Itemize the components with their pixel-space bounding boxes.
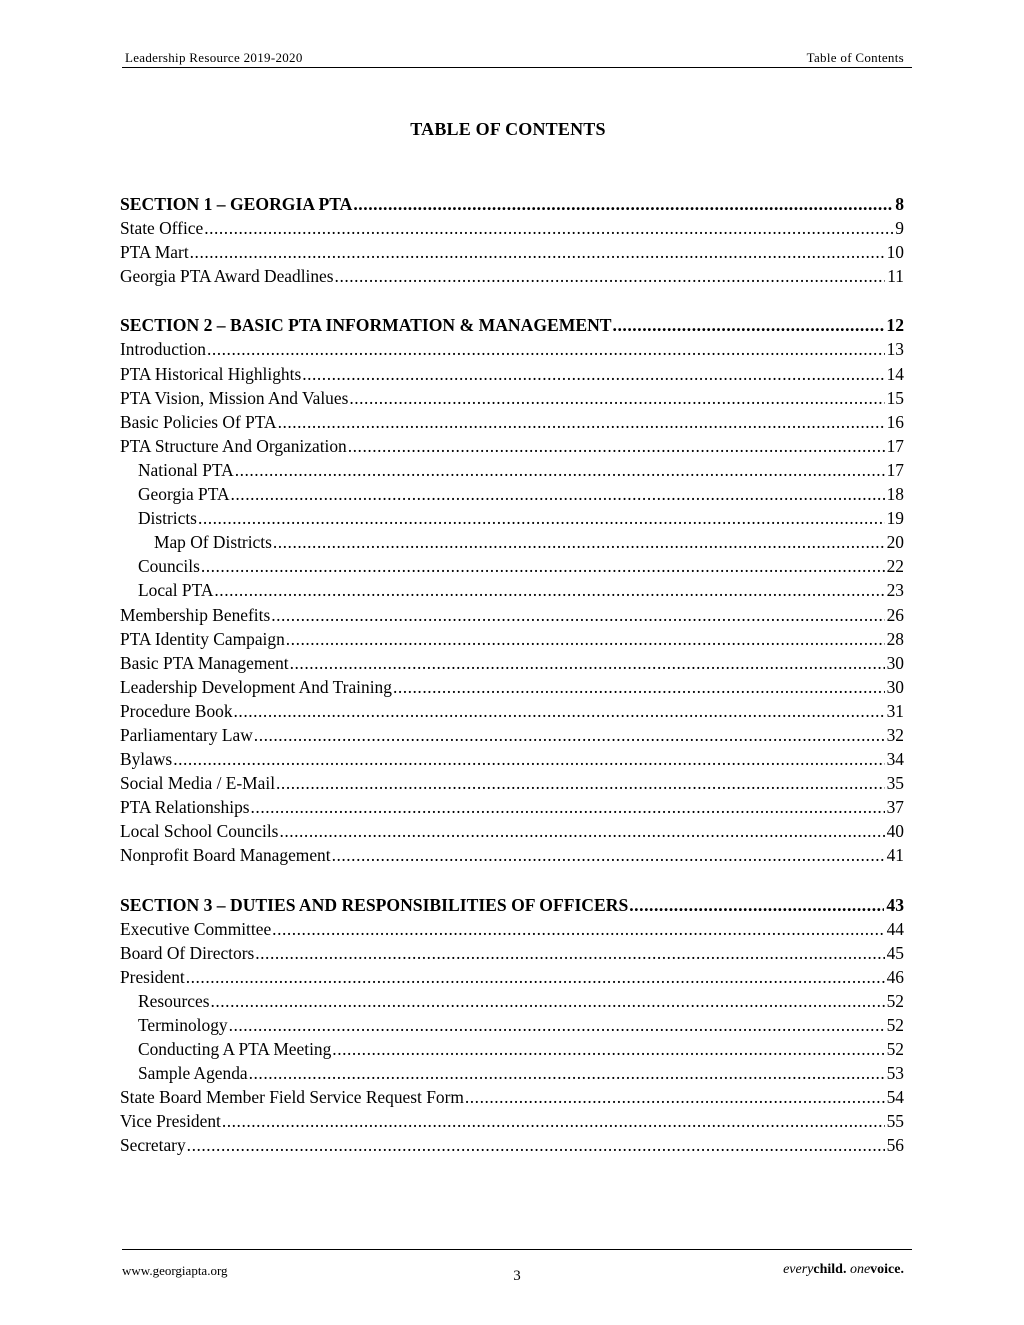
toc-dot-leader <box>353 192 893 216</box>
page-footer <box>122 1249 912 1290</box>
toc-entry <box>120 1013 904 1037</box>
toc-dot-leader <box>349 386 884 410</box>
toc-dot-leader <box>235 458 885 482</box>
toc-entry <box>120 1109 904 1133</box>
toc-entry <box>120 651 904 675</box>
toc-dot-leader <box>234 699 885 723</box>
footer-page-number: 3 <box>513 1268 521 1284</box>
toc-entry <box>120 240 904 264</box>
toc-entry-title: Georgia PTA Award Deadlines <box>120 266 334 287</box>
toc-page-number: 55 <box>886 1111 904 1132</box>
toc-dot-leader <box>222 1109 885 1133</box>
toc-dot-leader <box>278 410 885 434</box>
toc-dot-leader <box>229 1013 885 1037</box>
toc-entry-title: SECTION 1 – GEORGIA PTA <box>120 194 353 214</box>
toc-page-number: 9 <box>895 218 904 239</box>
toc-page-number: 17 <box>886 459 904 480</box>
toc-page-number: 26 <box>886 604 904 625</box>
toc-entry <box>120 917 904 941</box>
toc-entry-title: Membership Benefits <box>120 604 271 625</box>
toc-entry <box>120 1133 904 1157</box>
footer-tagline <box>783 1262 904 1278</box>
tagline-voice: voice. <box>870 1262 904 1277</box>
toc-page-number: 28 <box>886 628 904 649</box>
toc-entry-title: Districts <box>138 508 197 529</box>
toc-entry-title: President <box>120 966 185 987</box>
toc-entry <box>120 362 904 386</box>
toc-page-number: 16 <box>886 411 904 432</box>
toc-entry-title: PTA Mart <box>120 242 189 263</box>
toc-page-number: 30 <box>886 652 904 673</box>
toc-entry-title: Local PTA <box>138 580 214 601</box>
toc-page-number: 11 <box>887 266 904 287</box>
toc-entry-title: Board Of Directors <box>120 942 255 963</box>
toc-section-heading <box>120 192 904 216</box>
toc-entry-title: Conducting A PTA Meeting <box>138 1039 332 1060</box>
toc-dot-leader <box>204 216 893 240</box>
toc-page-number: 35 <box>886 773 904 794</box>
toc-page-number: 52 <box>886 990 904 1011</box>
toc-entry-title: Introduction <box>120 339 206 360</box>
toc-dot-leader <box>273 530 885 554</box>
toc-entry <box>120 434 904 458</box>
toc-entry <box>120 819 904 843</box>
toc-entry-title: Leadership Development And Training <box>120 676 392 697</box>
toc-entry-title: Sample Agenda <box>138 1063 248 1084</box>
toc-entry <box>120 675 904 699</box>
footer-website: www.georgiapta.org <box>122 1263 228 1278</box>
toc-entry-title: Basic PTA Management <box>120 652 289 673</box>
toc-entry <box>120 843 904 867</box>
toc-page-number: 34 <box>886 749 904 770</box>
toc-dot-leader <box>190 240 885 264</box>
toc-page-number: 12 <box>886 315 904 336</box>
toc-entry-title: PTA Historical Highlights <box>120 363 302 384</box>
toc-page-number: 10 <box>886 242 904 263</box>
toc-dot-leader <box>276 771 885 795</box>
toc-dot-leader <box>335 264 886 288</box>
toc-list <box>120 192 904 1158</box>
toc-page-number: 52 <box>886 1039 904 1060</box>
toc-page-number: 56 <box>886 1135 904 1156</box>
toc-entry <box>120 530 904 554</box>
toc-page-number: 32 <box>886 724 904 745</box>
toc-dot-leader <box>613 313 885 337</box>
toc-entry <box>120 989 904 1013</box>
toc-dot-leader <box>286 627 885 651</box>
toc-entry-title: National PTA <box>138 459 234 480</box>
toc-dot-leader <box>173 747 884 771</box>
toc-entry-title: SECTION 3 – DUTIES AND RESPONSIBILITIES OF OFFICERS <box>120 894 629 915</box>
toc-entry <box>120 216 904 240</box>
toc-entry-title: Terminology <box>138 1015 228 1035</box>
toc-page-number: 52 <box>886 1015 904 1035</box>
toc-dot-leader <box>332 843 885 867</box>
toc-page-number: 14 <box>886 363 904 384</box>
header-document-title: Leadership Resource 2019-2020 <box>125 50 303 65</box>
toc-dot-leader <box>251 795 885 819</box>
toc-dot-leader <box>231 482 885 506</box>
toc-entry <box>120 771 904 795</box>
toc-page-number: 18 <box>886 484 904 505</box>
toc-entry <box>120 458 904 482</box>
toc-dot-leader <box>249 1061 885 1085</box>
toc-dot-leader <box>290 651 885 675</box>
toc-dot-leader <box>279 819 884 843</box>
toc-entry <box>120 410 904 434</box>
toc-dot-leader <box>393 675 885 699</box>
toc-entry-title: PTA Structure And Organization <box>120 435 347 456</box>
toc-entry-title: Social Media / E-Mail <box>120 773 276 794</box>
toc-dot-leader <box>214 578 884 602</box>
toc-entry-title: Map Of Districts <box>154 532 272 553</box>
toc-dot-leader <box>210 989 884 1013</box>
toc-dot-leader <box>187 1133 885 1157</box>
toc-page-number: 44 <box>886 918 904 939</box>
toc-entry-title: Basic Policies Of PTA <box>120 411 277 432</box>
toc-section-heading <box>120 893 904 917</box>
toc-entry-title: Resources <box>138 990 210 1011</box>
toc-page-number: 22 <box>886 556 904 577</box>
toc-page-number: 31 <box>886 700 904 721</box>
toc-dot-leader <box>332 1037 884 1061</box>
toc-page-number: 30 <box>886 676 904 697</box>
toc-entry-title: Nonprofit Board Management <box>120 845 331 866</box>
toc-entry <box>120 941 904 965</box>
toc-entry <box>120 554 904 578</box>
toc-dot-leader <box>302 362 884 386</box>
header-section-title: Table of Contents <box>806 50 904 65</box>
tagline-every: every <box>783 1262 814 1277</box>
page-title: TABLE OF CONTENTS <box>410 119 606 139</box>
toc-page-number: 40 <box>886 821 904 842</box>
toc-entry <box>120 1037 904 1061</box>
toc-page-number: 43 <box>886 894 904 915</box>
toc-entry <box>120 699 904 723</box>
running-header <box>122 50 912 68</box>
toc-entry <box>120 1085 904 1109</box>
toc-page-number: 41 <box>886 845 904 866</box>
toc-page-number: 23 <box>886 580 904 601</box>
toc-entry-title: PTA Vision, Mission And Values <box>120 387 349 408</box>
toc-page-number: 8 <box>895 194 904 214</box>
toc-entry-title: PTA Relationships <box>120 797 250 818</box>
toc-entry-title: Executive Committee <box>120 918 272 939</box>
toc-entry <box>120 747 904 771</box>
toc-page-number: 20 <box>886 532 904 553</box>
toc-dot-leader <box>271 603 884 627</box>
toc-page-number: 53 <box>886 1063 904 1084</box>
toc-dot-leader <box>255 941 884 965</box>
toc-entry-title: SECTION 2 – BASIC PTA INFORMATION & MANAGEMENT <box>120 315 612 336</box>
toc-entry <box>120 506 904 530</box>
toc-entry <box>120 264 904 288</box>
toc-page-number: 17 <box>886 435 904 456</box>
toc-dot-leader <box>201 554 885 578</box>
toc-entry <box>120 1061 904 1085</box>
toc-entry-title: Procedure Book <box>120 700 233 721</box>
toc-dot-leader <box>198 506 885 530</box>
toc-dot-leader <box>629 893 884 917</box>
toc-entry <box>120 337 904 361</box>
toc-entry <box>120 603 904 627</box>
toc-entry-title: Secretary <box>120 1135 186 1156</box>
toc-entry <box>120 386 904 410</box>
toc-page-number: 37 <box>886 797 904 818</box>
toc-entry-title: State Office <box>120 218 204 239</box>
toc-dot-leader <box>254 723 885 747</box>
toc-entry <box>120 795 904 819</box>
toc-dot-leader <box>465 1085 885 1109</box>
toc-entry <box>120 965 904 989</box>
toc-entry-title: Georgia PTA <box>138 484 230 505</box>
toc-entry-title: Councils <box>138 556 200 577</box>
toc-entry <box>120 627 904 651</box>
toc-page-number: 54 <box>886 1087 904 1108</box>
toc-entry-title: Local School Councils <box>120 821 279 842</box>
toc-page-number: 13 <box>886 339 904 360</box>
toc-entry-title: Vice President <box>120 1111 221 1132</box>
toc-entry <box>120 578 904 602</box>
toc-page-number: 46 <box>886 966 904 987</box>
toc-page-number: 19 <box>886 508 904 529</box>
toc-entry-title: PTA Identity Campaign <box>120 628 285 649</box>
toc-section-heading <box>120 313 904 337</box>
toc-dot-leader <box>186 965 885 989</box>
tagline-one: one <box>849 1262 871 1277</box>
toc-dot-leader <box>207 337 885 361</box>
toc-entry-title: State Board Member Field Service Request Form <box>120 1087 464 1108</box>
toc-entry <box>120 723 904 747</box>
toc-entry-title: Parliamentary Law <box>120 724 253 745</box>
toc-page-number: 15 <box>886 387 904 408</box>
tagline-child: child. <box>813 1262 847 1277</box>
toc-page-number: 45 <box>886 942 904 963</box>
toc-dot-leader <box>272 917 884 941</box>
toc-entry <box>120 482 904 506</box>
toc-dot-leader <box>348 434 885 458</box>
toc-entry-title: Bylaws <box>120 749 173 770</box>
